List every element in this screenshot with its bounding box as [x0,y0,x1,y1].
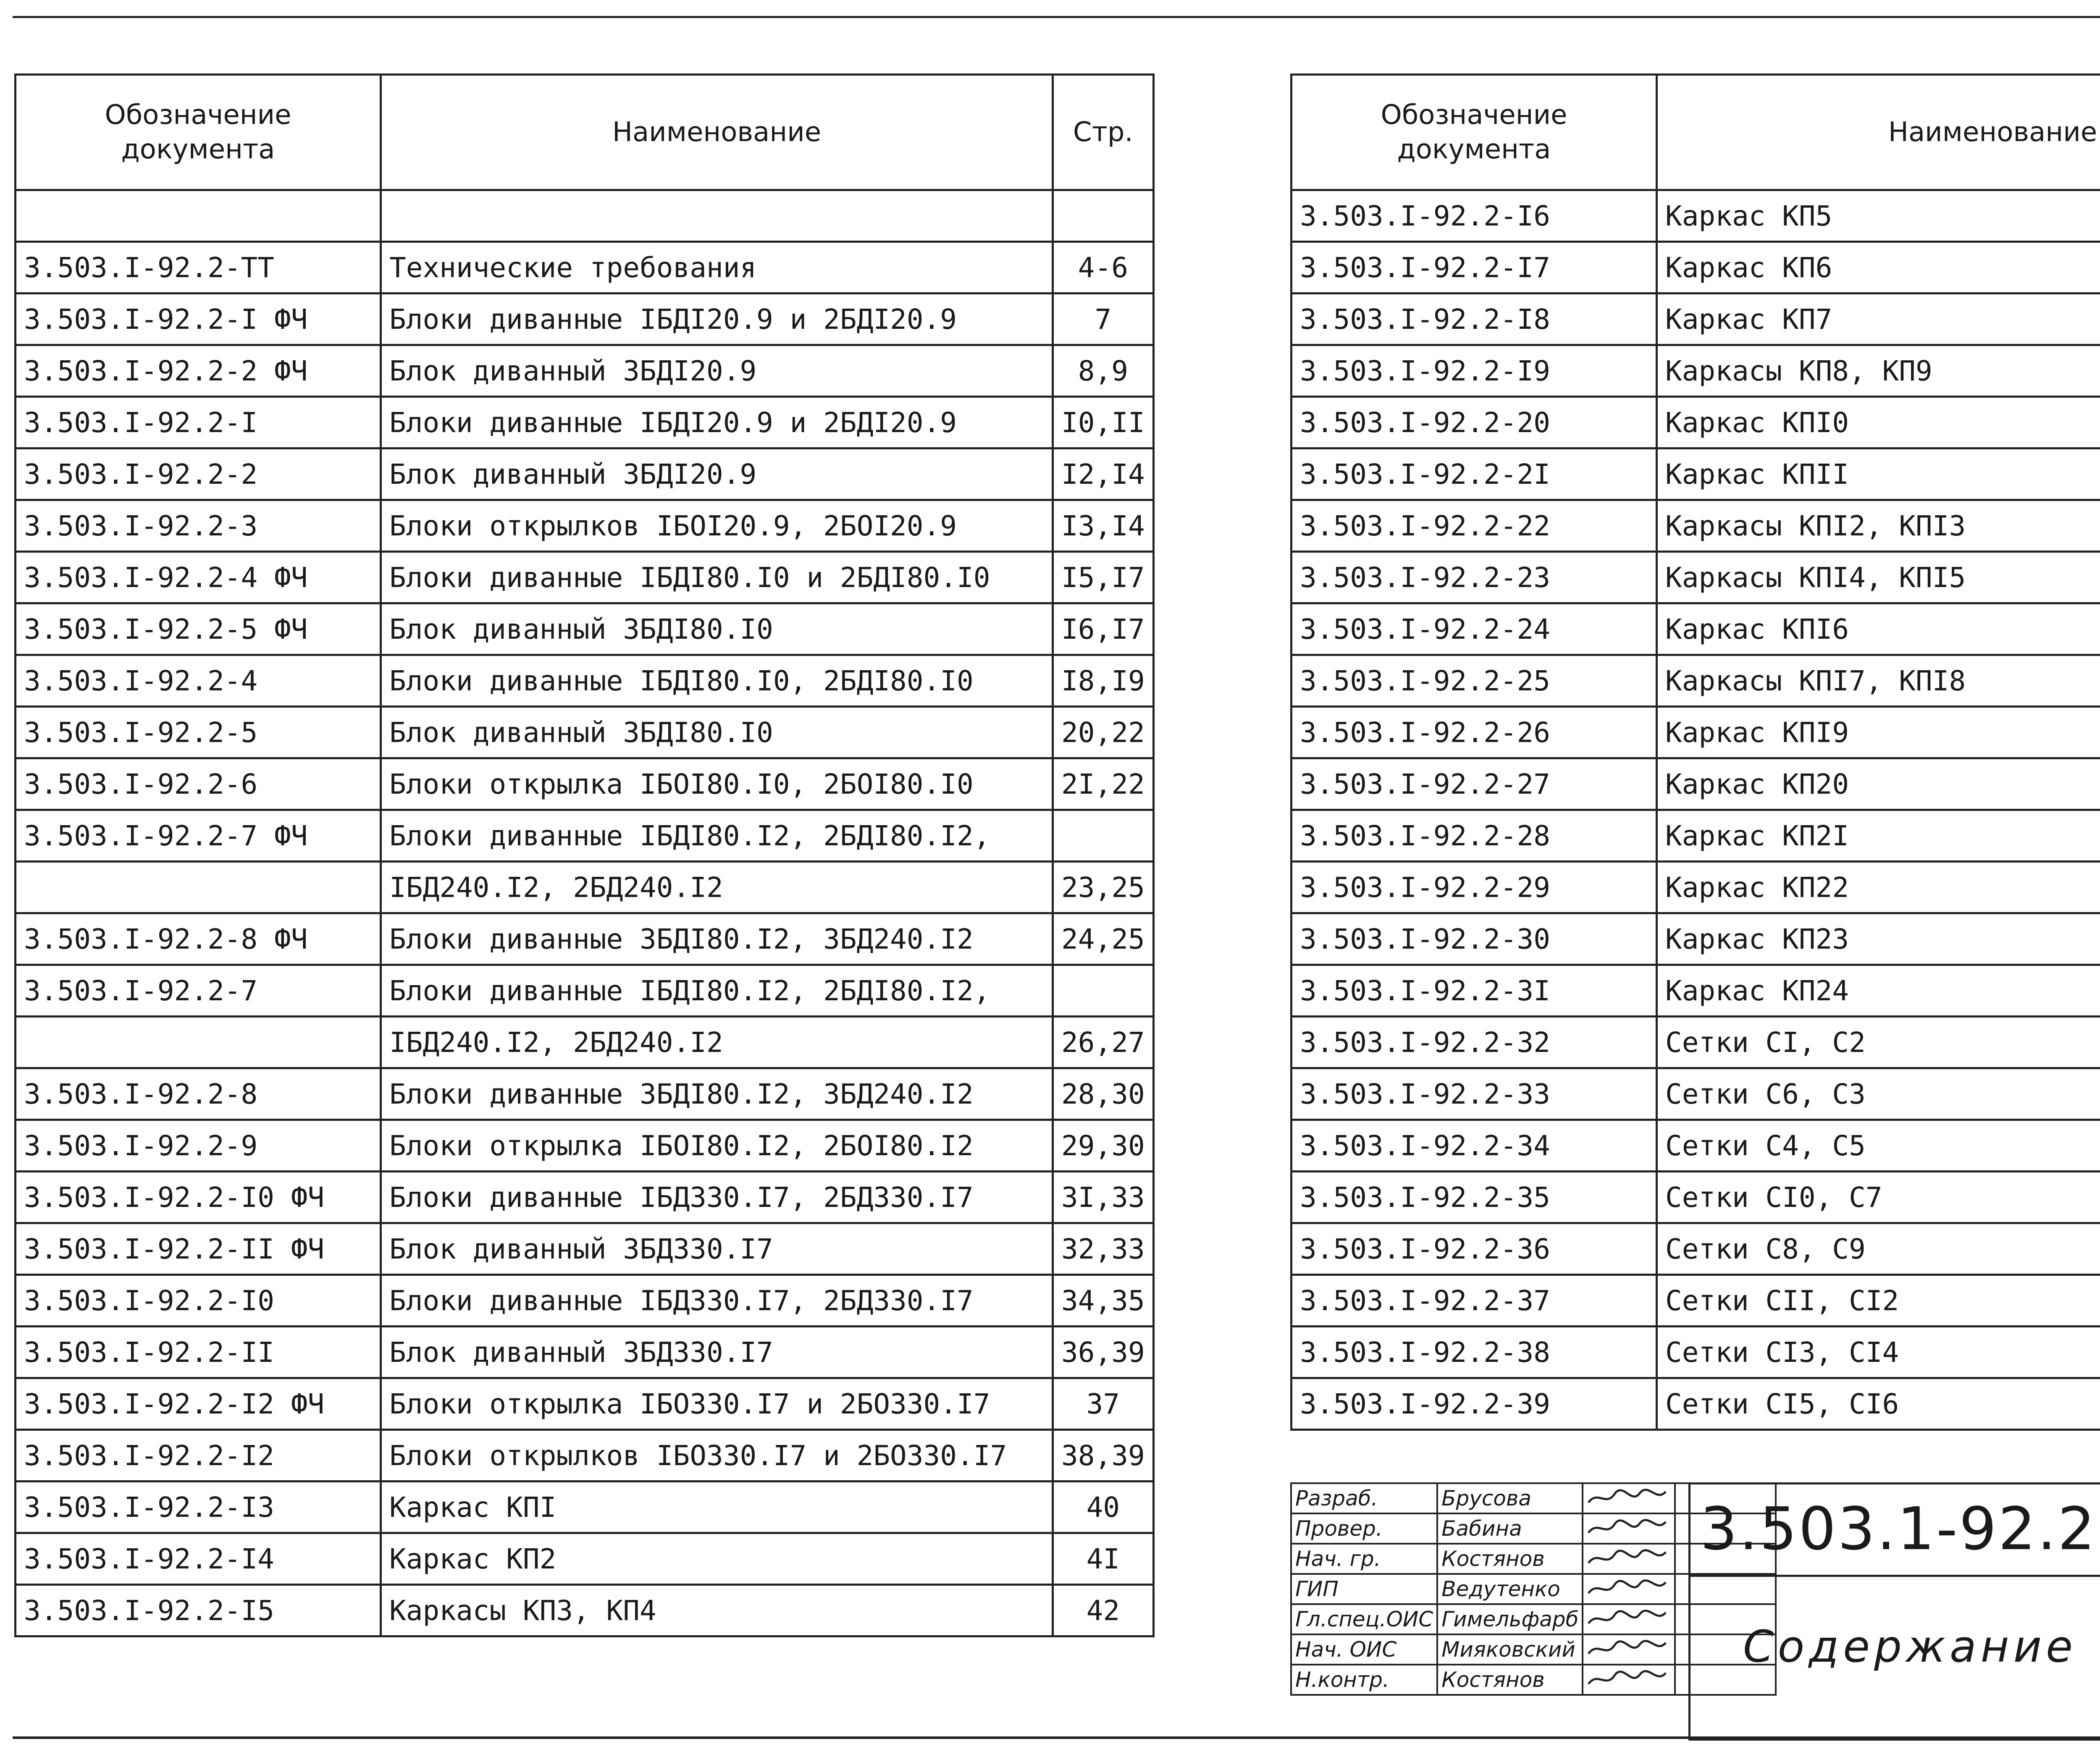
contents-table-right [1290,73,2100,1431]
page-cell: 37 [1053,1378,1154,1430]
role-cell: Разраб. [1291,1483,1437,1513]
table-row [16,448,1154,500]
document-code-cell: 3.503.I-92.2-6 [16,758,381,810]
document-name-cell: Каркас КП2 [381,1533,1053,1585]
page-cell: 8,9 [1053,345,1154,397]
document-name-cell: Каркасы КПI7, КПI8 [1657,655,2100,707]
document-code-cell [16,1017,381,1068]
document-name-cell: Каркас КП6 [1657,242,2100,294]
page-cell [1053,190,1154,242]
document-name-cell: Сетки С6, С3 [1657,1068,2100,1120]
document-name-cell: Каркас КП23 [1657,913,2100,965]
document-name-cell: Блоки диванные IБДI80.I2, 2БДI80.I2, [381,965,1053,1017]
document-name-cell: Сетки СII, СI2 [1657,1275,2100,1327]
document-code-cell: 3.503.I-92.2-I7 [1292,242,1657,294]
document-code-cell: 3.503.I-92.2-I4 [16,1533,381,1585]
table-row [1292,242,2100,294]
page-cell: 28,30 [1053,1068,1154,1120]
document-code-cell: 3.503.I-92.2-2 ФЧ [16,345,381,397]
table-row [16,707,1154,758]
document-code-cell: 3.503.I-92.2-25 [1292,655,1657,707]
table-row [1292,1120,2100,1172]
page-cell: 26,27 [1053,1017,1154,1068]
signature-cell [1583,1574,1675,1604]
header-designation [16,75,381,190]
table-row [16,965,1154,1017]
document-code-cell: 3.503.I-92.2-27 [1292,758,1657,810]
document-name-cell: Каркасы КП8, КП9 [1657,345,2100,397]
document-code-cell: 3.503.I-92.2-34 [1292,1120,1657,1172]
document-code-cell: 3.503.I-92.2-20 [1292,397,1657,448]
document-name-cell: Блоки диванные IБД330.I7, 2БД330.I7 [381,1172,1053,1223]
table-row [16,1327,1154,1378]
table-row [1292,810,2100,862]
document-code-cell: 3.503.I-92.2-2I [1292,448,1657,500]
document-code: 3.503.1-92.2 [1700,1495,2097,1563]
document-name-cell: Блок диванный 3БДI20.9 [381,448,1053,500]
signature-icon [1585,1637,1669,1661]
document-name-cell: Блоки диванные IБДI20.9 и 2БДI20.9 [381,397,1053,448]
signature-cell [1583,1544,1675,1574]
page-cell: 32,33 [1053,1223,1154,1275]
document-name-cell: Сетки С4, С5 [1657,1120,2100,1172]
page-cell: 29,30 [1053,1120,1154,1172]
document-code-cell: 3.503.I-92.2-28 [1292,810,1657,862]
table-row [16,500,1154,552]
page-cell: 38,39 [1053,1430,1154,1482]
document-name-cell: Блоки открылка IБО330.I7 и 2БО330.I7 [381,1378,1053,1430]
table-row [16,810,1154,862]
table-row [16,758,1154,810]
document-name-cell: Блоки диванные IБДI80.I0, 2БДI80.I0 [381,655,1053,707]
signature-cell [1583,1483,1675,1513]
page-cell: I2,I4 [1053,448,1154,500]
document-name-cell: Каркасы КПI4, КПI5 [1657,552,2100,603]
page-cell: I0,II [1053,397,1154,448]
table-row [1292,345,2100,397]
document-code-cell: 3.503.I-92.2-39 [1292,1378,1657,1430]
document-code-cell: 3.503.I-92.2-ТТ [16,242,381,294]
document-name-cell: Каркас КПI [381,1482,1053,1533]
table-row [16,1223,1154,1275]
page-cell: I8,I9 [1053,655,1154,707]
table-row [16,655,1154,707]
page-cell: 24,25 [1053,913,1154,965]
table-row [1292,1172,2100,1223]
document-code-cell: 3.503.I-92.2-29 [1292,862,1657,913]
document-code-cell: 3.503.I-92.2-32 [1292,1017,1657,1068]
person-name-cell: Брусова [1437,1483,1583,1513]
page-cell [1053,810,1154,862]
document-code-cell: 3.503.I-92.2-2 [16,448,381,500]
document-name-cell: Каркас КП24 [1657,965,2100,1017]
table-row [16,1120,1154,1172]
table-row [16,1378,1154,1430]
header-designation-line: Обозначение [105,100,291,131]
table-row [16,603,1154,655]
signature-icon [1585,1546,1669,1571]
table-row [1292,707,2100,758]
person-name-cell: Бабина [1437,1513,1583,1544]
header-designation-line: Обозначение [1381,100,1567,131]
table-row [1292,913,2100,965]
document-code-cell: 3.503.I-92.2-I9 [1292,345,1657,397]
table-row [1292,1275,2100,1327]
page-cell: 42 [1053,1585,1154,1636]
role-cell: ГИП [1291,1574,1437,1604]
signature-icon [1585,1516,1669,1540]
page-cell: 20,22 [1053,707,1154,758]
table-row [16,1585,1154,1636]
header-name: Наименование [381,75,1053,190]
table-row [1292,965,2100,1017]
header-page: Стр. [1053,75,1154,190]
header-designation-line: документа [1397,134,1551,165]
table-row [16,1068,1154,1120]
document-code-cell: 3.503.I-92.2-36 [1292,1223,1657,1275]
table-row [1292,294,2100,345]
document-code-cell: 3.503.I-92.2-9 [16,1120,381,1172]
table-row [1292,190,2100,242]
frame-top-line [13,16,2100,18]
document-name-cell: Сетки СI, С2 [1657,1017,2100,1068]
document-name-cell: IБД240.I2, 2БД240.I2 [381,1017,1053,1068]
document-code-cell: 3.503.I-92.2-23 [1292,552,1657,603]
document-code-cell: 3.503.I-92.2-35 [1292,1172,1657,1223]
document-name-cell: Блоки диванные 3БДI80.I2, 3БД240.I2 [381,913,1053,965]
page-cell: I6,I7 [1053,603,1154,655]
document-name-cell: IБД240.I2, 2БД240.I2 [381,862,1053,913]
document-name-cell: Каркас КП20 [1657,758,2100,810]
page-cell: 7 [1053,294,1154,345]
document-name-cell: Блоки открылков IБО330.I7 и 2БО330.I7 [381,1430,1053,1482]
page-cell [1053,965,1154,1017]
document-name-cell: Блоки открылка IБОI80.I0, 2БОI80.I0 [381,758,1053,810]
page-cell: 36,39 [1053,1327,1154,1378]
table-row [1292,862,2100,913]
table-row [1292,500,2100,552]
document-code-cell: 3.503.I-92.2-4 [16,655,381,707]
role-cell: Нач. гр. [1291,1544,1437,1574]
table-row [16,1275,1154,1327]
document-name-cell: Блок диванный 3БД330.I7 [381,1223,1053,1275]
table-row [1292,552,2100,603]
document-code-cell: 3.503.I-92.2-II ФЧ [16,1223,381,1275]
table-row [1292,397,2100,448]
document-code-cell: 3.503.I-92.2-3I [1292,965,1657,1017]
document-name-cell: Блоки диванные IБДI80.I2, 2БДI80.I2, [381,810,1053,862]
table-row [16,1533,1154,1585]
document-name-cell: Блоки диванные 3БДI80.I2, 3БД240.I2 [381,1068,1053,1120]
document-code-cell [16,862,381,913]
signature-icon [1585,1607,1669,1631]
document-code-cell: 3.503.I-92.2-8 ФЧ [16,913,381,965]
table-row [1292,1068,2100,1120]
document-name-cell: Блок диванный 3БДI80.I0 [381,707,1053,758]
document-code-cell: 3.503.I-92.2-26 [1292,707,1657,758]
document-code-cell: 3.503.I-92.2-I2 ФЧ [16,1378,381,1430]
document-code-cell: 3.503.I-92.2-22 [1292,500,1657,552]
person-name-cell: Гимельфарб [1437,1604,1583,1634]
page-cell: 2I,22 [1053,758,1154,810]
header-name: Наименование [1657,75,2100,190]
document-code-cell: 3.503.I-92.2-I6 [1292,190,1657,242]
document-code-cell: 3.503.I-92.2-30 [1292,913,1657,965]
signature-icon [1585,1576,1669,1601]
document-code-cell: 3.503.I-92.2-7 [16,965,381,1017]
document-code-cell: 3.503.I-92.2-4 ФЧ [16,552,381,603]
document-name-cell: Каркас КП5 [1657,190,2100,242]
title-block-divider [1688,1575,2100,1577]
page-cell: I3,I4 [1053,500,1154,552]
role-cell: Н.контр. [1291,1665,1437,1695]
table-row [1292,758,2100,810]
table-row [1292,603,2100,655]
document-code-cell: 3.503.I-92.2-I8 [1292,294,1657,345]
document-code-cell: 3.503.I-92.2-I0 ФЧ [16,1172,381,1223]
table-row [16,1017,1154,1068]
signature-cell [1583,1604,1675,1634]
role-cell: Гл.спец.ОИС [1291,1604,1437,1634]
signature-icon [1585,1486,1669,1510]
document-name-cell: Каркас КПI9 [1657,707,2100,758]
page-cell: 4I [1053,1533,1154,1585]
document-name-cell [381,190,1053,242]
document-title: Содержание [1743,1621,2077,1672]
role-cell: Провер. [1291,1513,1437,1544]
document-name-cell: Сетки СI3, СI4 [1657,1327,2100,1378]
table-row [16,1482,1154,1533]
page-cell: 23,25 [1053,862,1154,913]
document-code-cell: 3.503.I-92.2-I2 [16,1430,381,1482]
table-row [16,397,1154,448]
page-cell: 40 [1053,1482,1154,1533]
person-name-cell: Костянов [1437,1544,1583,1574]
document-code-cell: 3.503.I-92.2-37 [1292,1275,1657,1327]
table-row [1292,1017,2100,1068]
table-row [1292,1327,2100,1378]
person-name-cell: Мияковский [1437,1634,1583,1665]
document-code-cell: 3.503.I-92.2-5 [16,707,381,758]
table-row [16,345,1154,397]
document-name-cell: Каркасы КПI2, КПI3 [1657,500,2100,552]
document-name-cell: Блоки открылков IБОI20.9, 2БОI20.9 [381,500,1053,552]
table-row [1292,1223,2100,1275]
header-designation [1292,75,1657,190]
document-code-cell: 3.503.I-92.2-I ФЧ [16,294,381,345]
document-name-cell: Каркасы КП3, КП4 [381,1585,1053,1636]
document-code-cell: 3.503.I-92.2-I3 [16,1482,381,1533]
document-name-cell: Блоки диванные IБД330.I7, 2БД330.I7 [381,1275,1053,1327]
document-name-cell: Блоки открылка IБОI80.I2, 2БОI80.I2 [381,1120,1053,1172]
document-name-cell: Блок диванный 3БДI20.9 [381,345,1053,397]
table-row [1292,448,2100,500]
page-cell: I5,I7 [1053,552,1154,603]
document-code-cell: 3.503.I-92.2-II [16,1327,381,1378]
table-row [16,1430,1154,1482]
document-code-cell: 3.503.I-92.2-24 [1292,603,1657,655]
document-code-cell: 3.503.I-92.2-8 [16,1068,381,1120]
document-name-cell: Каркас КП22 [1657,862,2100,913]
table-row [16,190,1154,242]
document-code-cell: 3.503.I-92.2-7 ФЧ [16,810,381,862]
document-code-cell: 3.503.I-92.2-I5 [16,1585,381,1636]
document-code-cell: 3.503.I-92.2-3 [16,500,381,552]
document-code-cell: 3.503.I-92.2-33 [1292,1068,1657,1120]
document-name-cell: Технические требования [381,242,1053,294]
role-cell: Нач. ОИС [1291,1634,1437,1665]
document-name-cell: Каркас КП7 [1657,294,2100,345]
person-name-cell: Костянов [1437,1665,1583,1695]
person-name-cell: Ведутенко [1437,1574,1583,1604]
page-cell: 3I,33 [1053,1172,1154,1223]
document-name-cell: Каркас КПI6 [1657,603,2100,655]
document-name-cell: Блок диванный 3БД330.I7 [381,1327,1053,1378]
document-name-cell: Блоки диванные IБДI20.9 и 2БДI20.9 [381,294,1053,345]
table-row [16,552,1154,603]
table-row [16,242,1154,294]
document-code-cell: 3.503.I-92.2-I [16,397,381,448]
table-row [1292,655,2100,707]
document-code-cell: 3.503.I-92.2-I0 [16,1275,381,1327]
signature-cell [1583,1665,1675,1695]
document-name-cell: Блок диванный 3БДI80.I0 [381,603,1053,655]
table-row [1292,1378,2100,1430]
document-name-cell: Сетки СI5, СI6 [1657,1378,2100,1430]
table-row [16,862,1154,913]
document-name-cell: Каркас КПII [1657,448,2100,500]
document-name-cell: Каркас КП2I [1657,810,2100,862]
header-designation-line: документа [121,134,275,165]
contents-table-left [14,73,1155,1637]
document-code-cell: 3.503.I-92.2-5 ФЧ [16,603,381,655]
table-row [16,294,1154,345]
document-name-cell: Каркас КПI0 [1657,397,2100,448]
signature-cell [1583,1513,1675,1544]
page-cell: 34,35 [1053,1275,1154,1327]
document-name-cell: Сетки СI0, С7 [1657,1172,2100,1223]
document-name-cell: Сетки С8, С9 [1657,1223,2100,1275]
page-cell: 4-6 [1053,242,1154,294]
signature-cell [1583,1634,1675,1665]
signature-icon [1585,1667,1669,1691]
table-row [16,913,1154,965]
document-code-cell [16,190,381,242]
document-code-cell: 3.503.I-92.2-38 [1292,1327,1657,1378]
document-name-cell: Блоки диванные IБДI80.I0 и 2БДI80.I0 [381,552,1053,603]
table-row [16,1172,1154,1223]
